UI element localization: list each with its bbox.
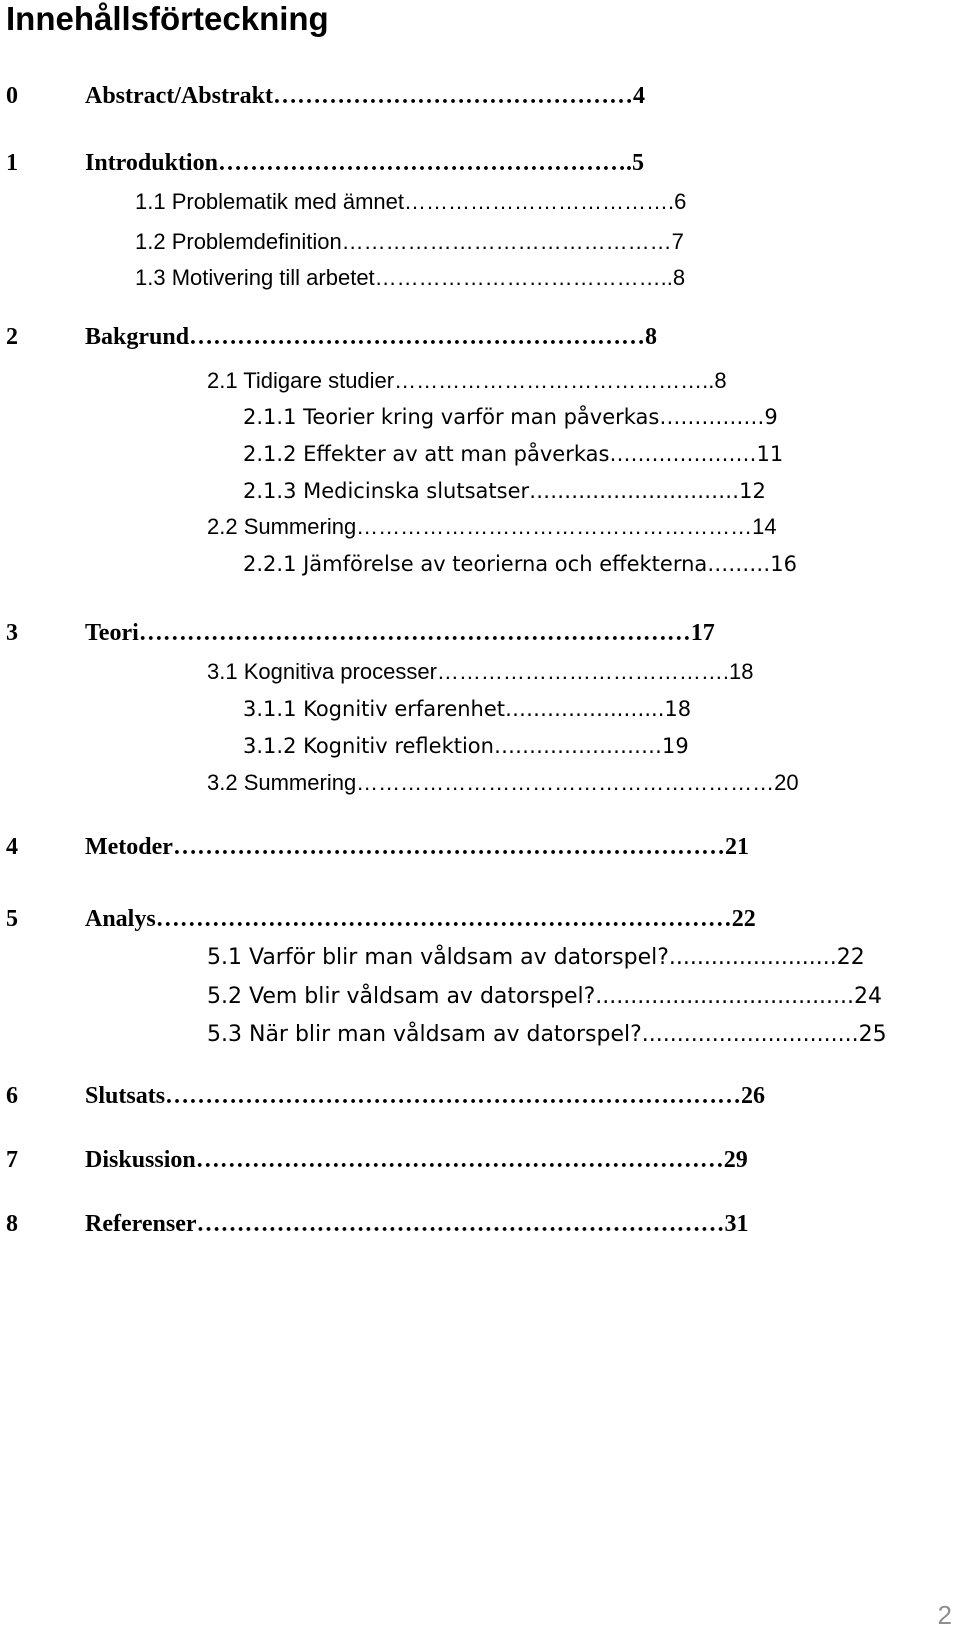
toc-entry-5-1: 5.1 Varför blir man våldsam av datorspel?........................22 [207,945,865,970]
toc-entry-2-1: 2.1 Tidigare studier……………………………………..8 [207,368,727,393]
toc-entry-2-1-1: 2.1.1 Teorier kring varför man påverkas……………9 [243,405,778,429]
toc-entry-metoder: Metoder……………………………………………………………21 [85,834,749,860]
toc-entry-slutsats: Slutsats………………………………………………………………26 [85,1083,766,1109]
toc-entry-bakgrund: Bakgrund…………………………………………………8 [85,324,658,350]
section-number: 6 [6,1083,18,1109]
toc-entry-1-2: 1.2 Problemdefinition………………………………………7 [135,229,684,254]
section-number: 0 [6,83,18,109]
page-number: 2 [937,1600,952,1630]
toc-entry-5-2: 5.2 Vem blir våldsam av datorspel?.....................................24 [207,984,883,1009]
section-number: 5 [6,906,18,932]
toc-entry-abstract: Abstract/Abstrakt………………………………………4 [85,83,645,109]
toc-entry-3-1: 3.1 Kognitiva processer………………………………….18 [207,659,754,684]
toc-entry-referenser: Referenser…………………………………………………………31 [85,1211,749,1237]
toc-entry-3-2: 3.2 Summering…………………………………………………20 [207,770,799,795]
toc-title: Innehållsförteckning [6,0,329,37]
toc-entry-3-1-2: 3.1.2 Kognitiv reflektion……………………19 [243,734,689,758]
toc-entry-1-1: 1.1 Problematik med ämnet……………………………….6 [135,189,687,214]
toc-entry-3-1-1: 3.1.1 Kognitiv erfarenhet……………..…...18 [243,697,692,721]
toc-entry-2-1-2: 2.1.2 Effekter av att man påverkas…………………11 [243,442,784,466]
toc-entry-2-2: 2.2 Summering………………………………………………14 [207,514,777,539]
section-number: 3 [6,620,18,646]
toc-entry-5-3: 5.3 När blir man våldsam av datorspel?...............................25 [207,1022,887,1047]
toc-entry-diskussion: Diskussion…………………………………………………………29 [85,1147,748,1173]
section-number: 7 [6,1147,18,1173]
toc-entry-teori: Teori……………………………………………………………17 [85,620,715,646]
toc-entry-analys: Analys………………………………………………………………22 [85,906,756,932]
toc-entry-2-1-3: 2.1.3 Medicinska slutsatser…………………………12 [243,479,766,503]
section-number: 4 [6,834,18,860]
section-number: 8 [6,1211,18,1237]
section-number: 1 [6,150,18,176]
toc-entry-1-3: 1.3 Motivering till arbetet…………………………………..8 [135,265,686,290]
toc-entry-introduktion: Introduktion…………………………………………….5 [85,150,644,176]
toc-entry-2-2-1: 2.2.1 Jämförelse av teorierna och effekterna………16 [243,552,797,576]
section-number: 2 [6,324,18,350]
